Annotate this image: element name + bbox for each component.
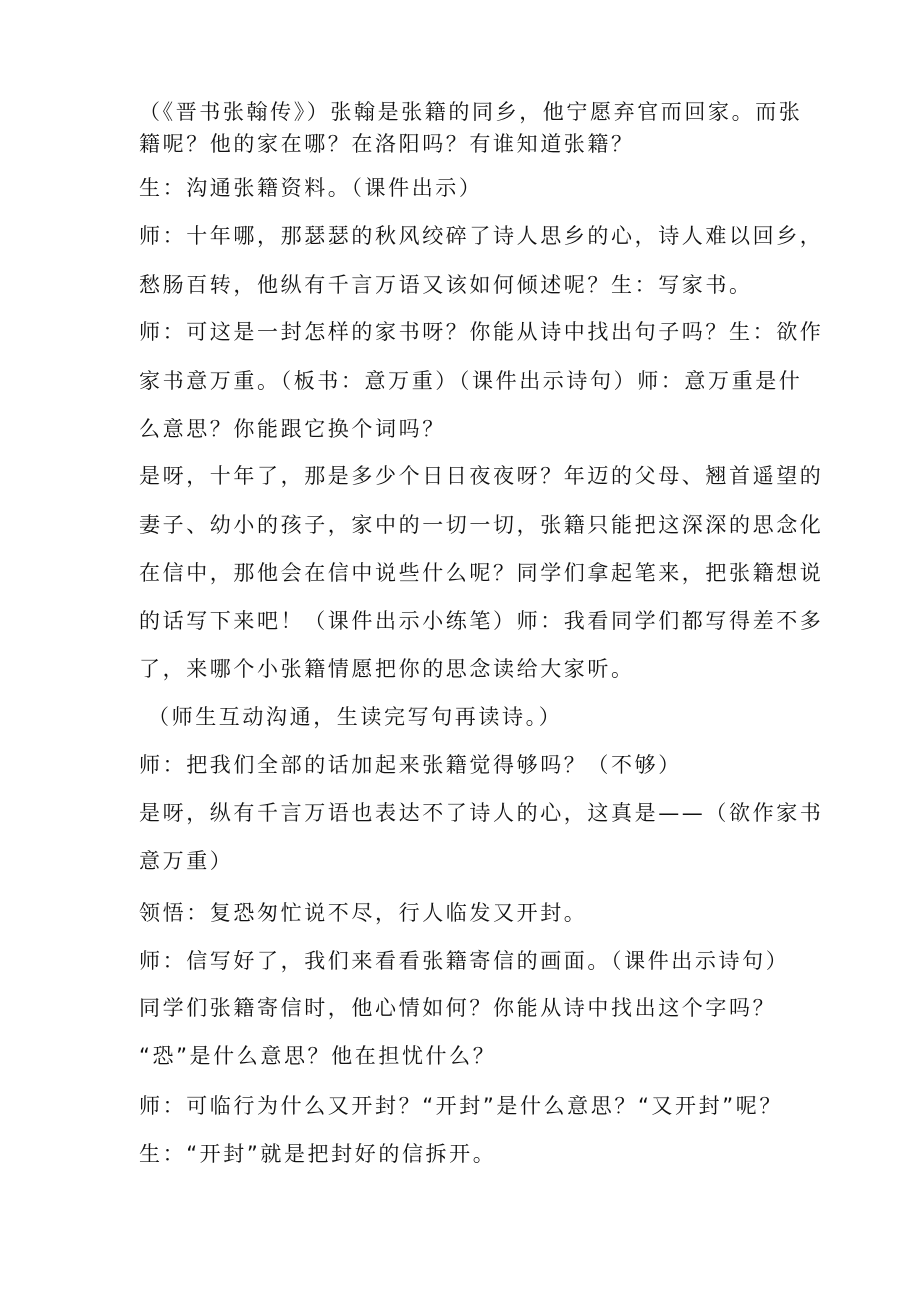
paragraph-line: 么意思？你能跟它换个词吗？ xyxy=(139,417,446,441)
paragraph-line: 意万重） xyxy=(139,849,234,873)
paragraph-line: 愁肠百转，他纵有千言万语又该如何倾述呢？生：写家书。 xyxy=(139,273,753,297)
paragraph-line: 师：把我们全部的话加起来张籍觉得够吗？（不够） xyxy=(139,753,682,777)
paragraph-line: 师：可临行为什么又开封？“开封”是什么意思？“又开封”呢？ xyxy=(139,1094,783,1118)
paragraph-line: 生：沟通张籍资料。（课件出示） xyxy=(139,176,483,200)
paragraph-line: 妻子、幼小的孩子，家中的一切一切，张籍只能把这深深的思念化 xyxy=(139,513,824,537)
paragraph-line: 是呀，十年了，那是多少个日日夜夜呀？年迈的父母、翘首遥望的 xyxy=(139,464,824,488)
paragraph-line: 籍呢？他的家在哪？在洛阳吗？有谁知道张籍？ xyxy=(139,132,635,156)
paragraph-line: 的话写下来吧！（课件出示小练笔）师：我看同学们都写得差不多 xyxy=(139,609,824,633)
paragraph-line: （师生互动沟通，生读完写句再读诗。） xyxy=(148,705,563,729)
paragraph-line: 领悟：复恐匆忙说不尽，行人临发又开封。 xyxy=(139,901,588,925)
paragraph-line: （《晋书张翰传》）张翰是张籍的同乡，他宁愿弃官而回家。而张 xyxy=(139,100,803,124)
paragraph-line: 师：十年哪，那瑟瑟的秋风绞碎了诗人思乡的心，诗人难以回乡， xyxy=(139,224,824,248)
paragraph-line: 家书意万重。（板书：意万重）（课件出示诗句）师：意万重是什 xyxy=(139,369,803,393)
paragraph-line: 同学们张籍寄信时，他心情如何？你能从诗中找出这个字吗？ xyxy=(139,996,777,1020)
paragraph-line: 在信中，那他会在信中说些什么呢？同学们拿起笔来，把张籍想说 xyxy=(139,561,824,585)
paragraph-line: 师：可这是一封怎样的家书呀？你能从诗中找出句子吗？生：欲作 xyxy=(139,320,824,344)
paragraph-line: 是呀，纵有千言万语也表达不了诗人的心，这真是——（欲作家书 xyxy=(139,801,824,825)
paragraph-line: “恐”是什么意思？他在担忧什么？ xyxy=(139,1044,497,1068)
paragraph-line: 师：信写好了，我们来看看张籍寄信的画面。（课件出示诗句） xyxy=(139,949,790,973)
paragraph-line: 生：“开封”就是把封好的信拆开。 xyxy=(139,1142,497,1166)
paragraph-line: 了，来哪个小张籍情愿把你的思念读给大家听。 xyxy=(139,657,635,681)
